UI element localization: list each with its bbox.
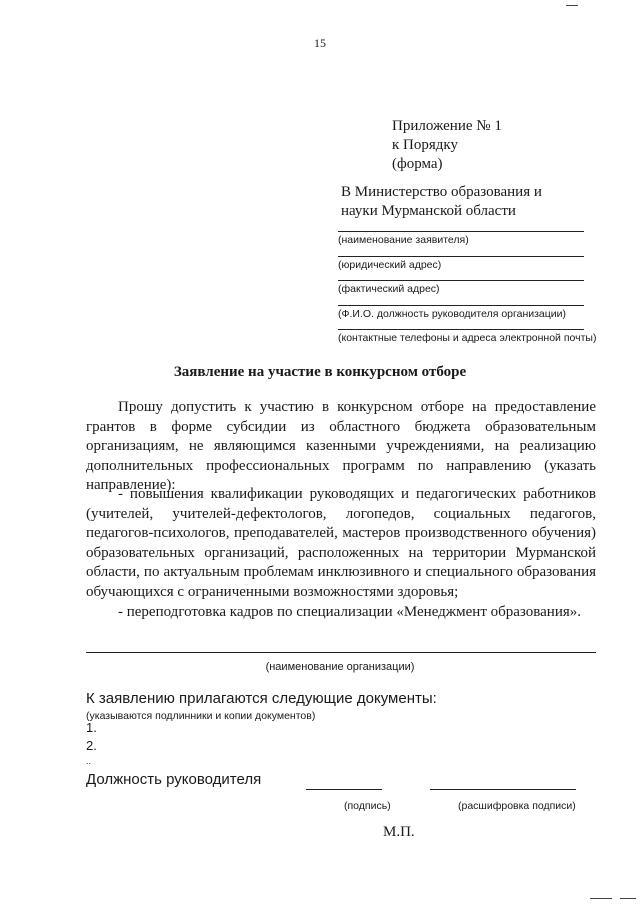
director-name-caption: (Ф.И.О. должность руководителя организации)	[338, 308, 567, 320]
appendix-number: Приложение № 1	[392, 118, 502, 134]
attachment-item-more: ..	[86, 756, 92, 766]
attachment-item-2: 2.	[86, 738, 97, 753]
applicant-name-line	[338, 231, 584, 232]
direction-option-1-text: - повышения квалификации руководящих и педагогических работников (учителей, учителей-дефектологов, логопедов, социальных педагогов, педагогов-психологов, преподавателей, мастеров производственного обучения) образовательных организаций, расположенных на территории Мурманской области, по актуальным проблемам инклюзивного и специального образования обучающихся с ограниченными возможностями здоровья;	[86, 486, 596, 600]
scan-speck	[590, 898, 612, 899]
direction-option-1	[86, 485, 596, 602]
document-heading: Заявление на участие в конкурсном отборе	[173, 364, 467, 380]
director-name-line	[338, 305, 584, 306]
appendix-block	[392, 117, 502, 174]
contacts-line	[338, 329, 584, 330]
page-number: 15	[314, 36, 326, 50]
request-paragraph-text: Прошу допустить к участию в конкурсном отборе на предоставление грантов в форме субсидии из областного бюджета образовательным организациям, не являющимся казенными учреждениями, на реализацию дополнительных профессиональных программ по направлению (указать направление):	[86, 399, 596, 493]
attachments-note: (указываются подлинники и копии документов)	[86, 710, 316, 722]
direction-option-2-text: - переподготовка кадров по специализации «Менеджмент образования».	[118, 604, 582, 620]
signature-line	[306, 789, 382, 790]
appendix-reference: к Порядку	[392, 137, 458, 153]
attachments-title: К заявлению прилагаются следующие документы:	[86, 690, 437, 707]
signature-decoding-caption: (расшифровка подписи)	[458, 800, 576, 812]
actual-address-line	[338, 280, 584, 281]
appendix-form-note: (форма)	[392, 156, 443, 172]
organization-name-line	[86, 652, 596, 653]
scan-speck	[566, 5, 578, 6]
legal-address-caption: (юридический адрес)	[338, 259, 442, 271]
director-position-label: Должность руководителя	[86, 771, 262, 788]
legal-address-line	[338, 256, 584, 257]
signature-caption: (подпись)	[344, 800, 391, 812]
actual-address-caption: (фактический адрес)	[338, 283, 440, 295]
request-paragraph	[86, 398, 596, 496]
direction-option-2	[86, 603, 596, 623]
addressee-line-2: науки Мурманской области	[341, 203, 516, 219]
signature-decoding-line	[430, 789, 576, 790]
contacts-caption: (контактные телефоны и адреса электронной почты)	[338, 332, 597, 344]
applicant-name-caption: (наименование заявителя)	[338, 234, 469, 246]
stamp-place: М.П.	[383, 824, 415, 840]
attachment-item-1: 1.	[86, 720, 97, 735]
addressee-block	[341, 183, 542, 221]
addressee-line-1: В Министерство образования и	[341, 184, 542, 200]
organization-name-caption: (наименование организации)	[265, 661, 415, 673]
scan-speck	[620, 898, 636, 899]
